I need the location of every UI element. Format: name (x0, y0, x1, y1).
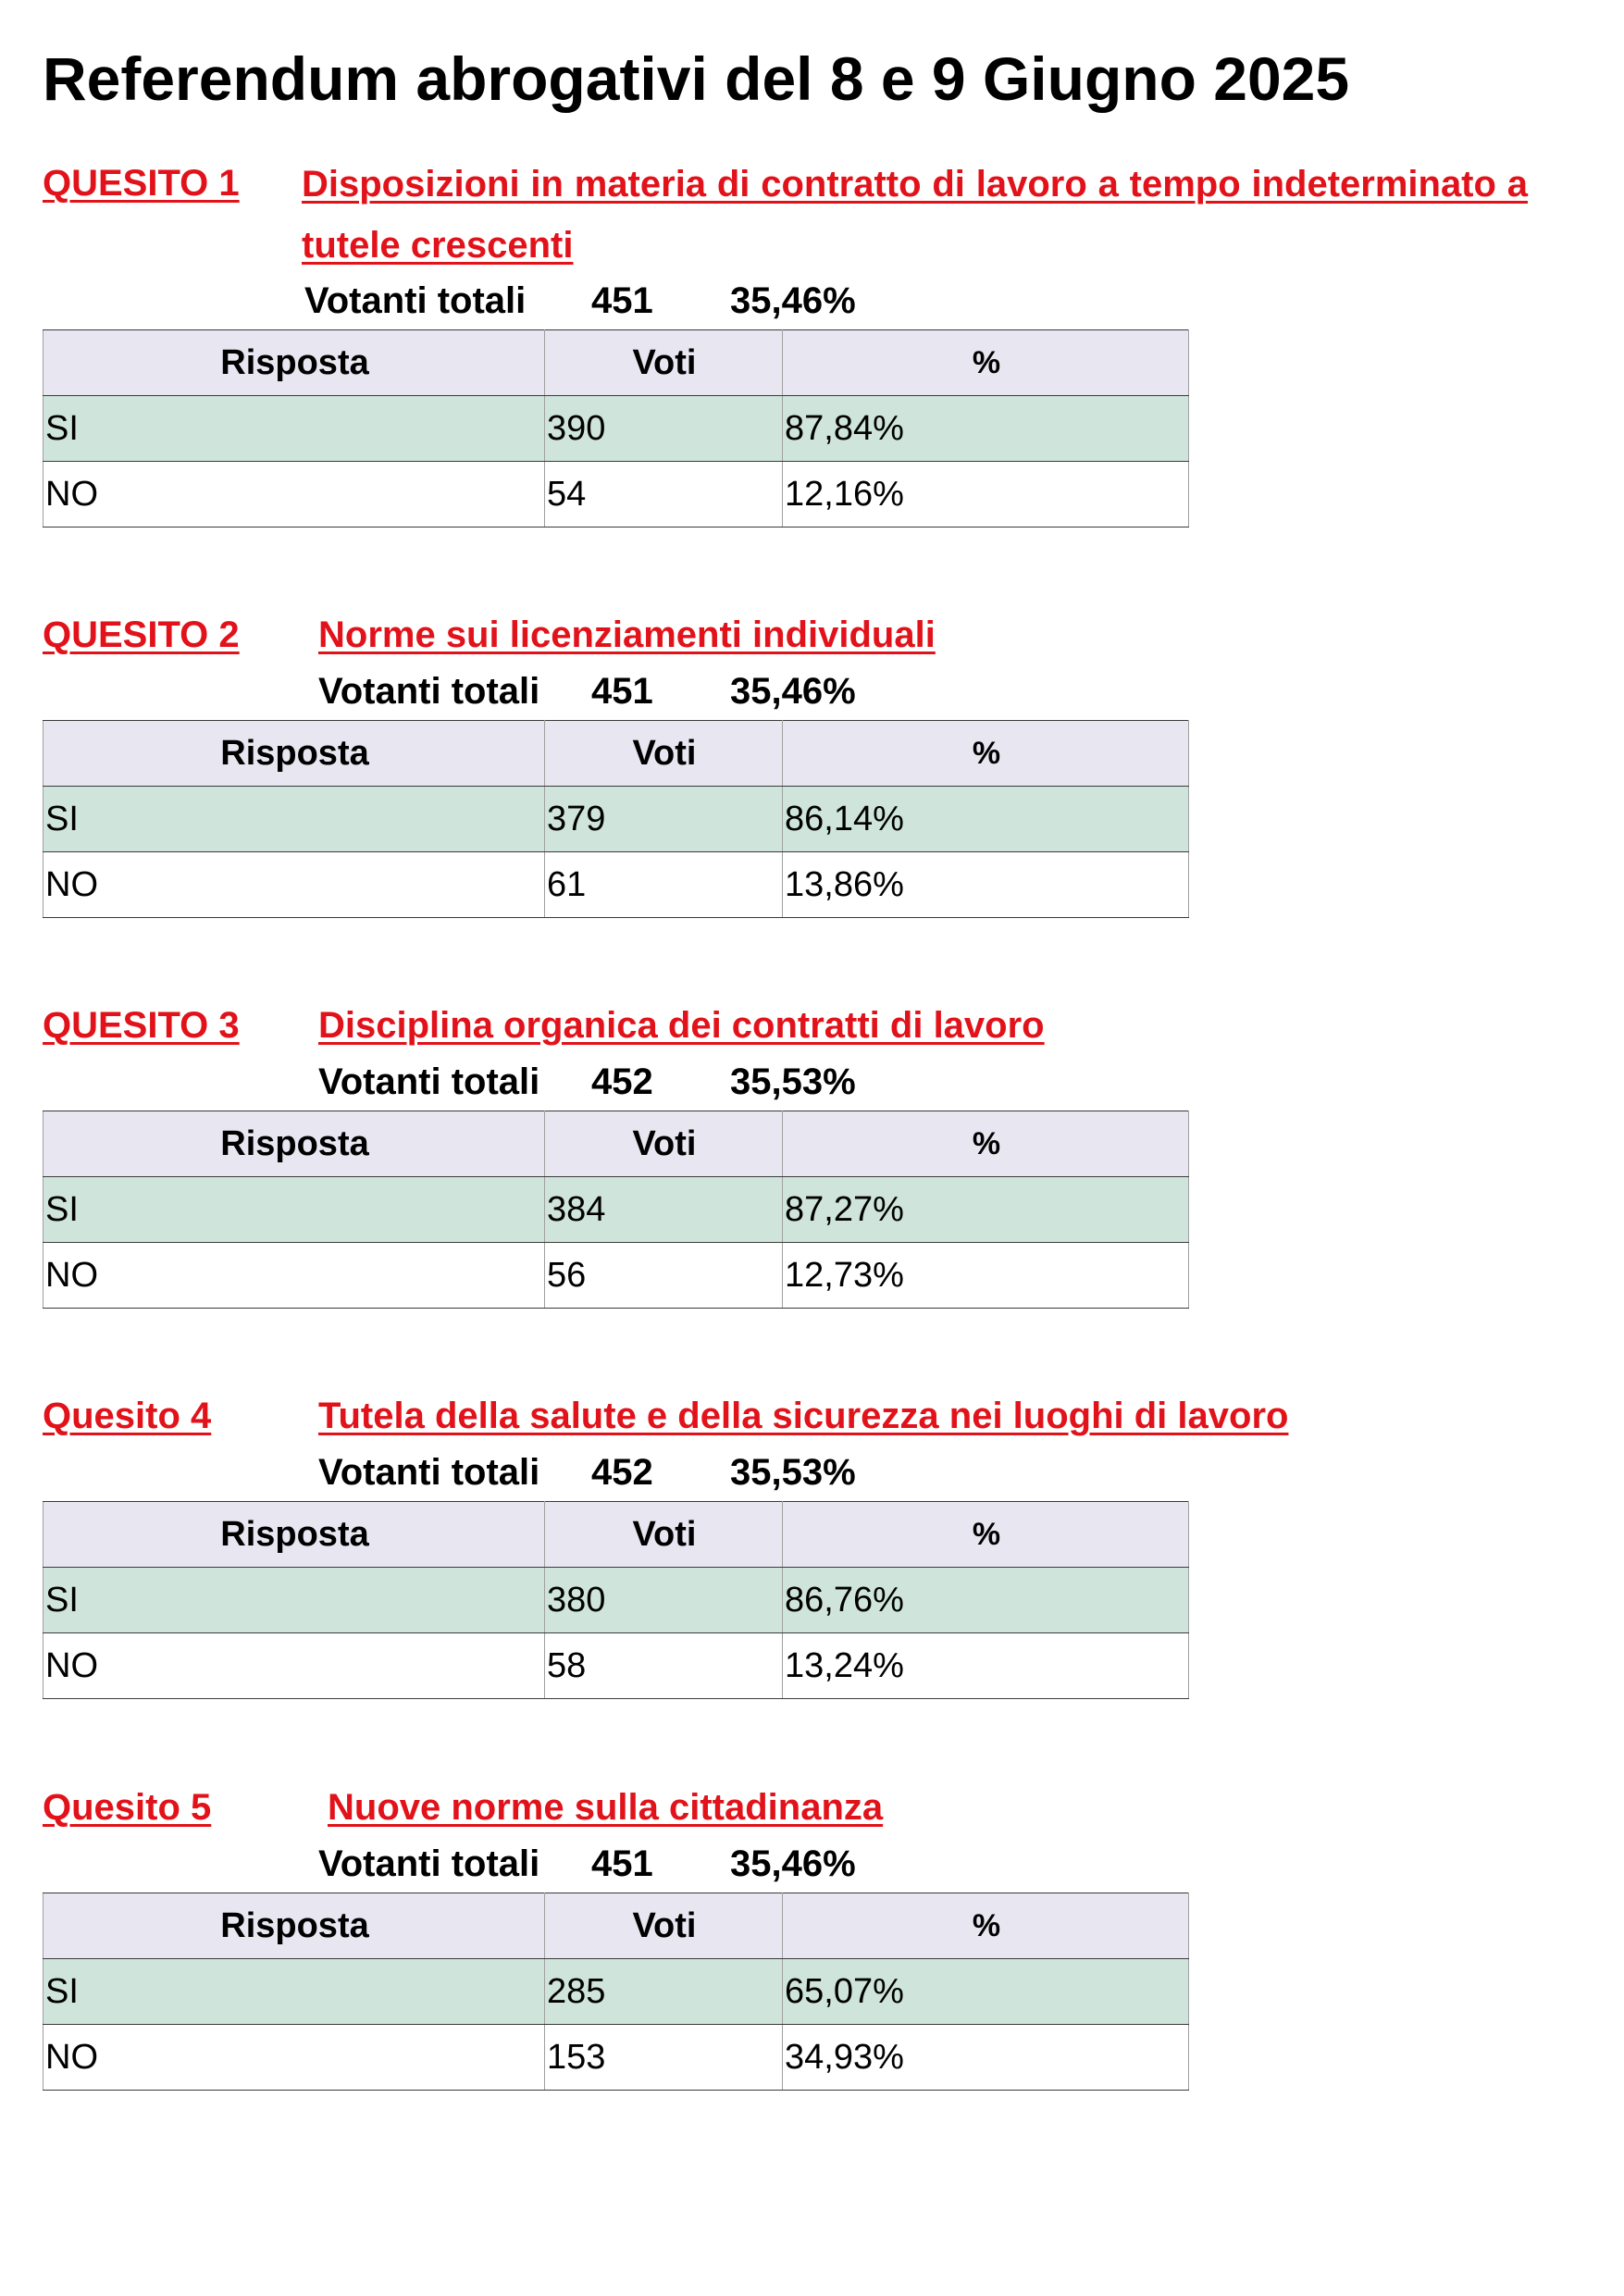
totals-votanti: 451 (591, 671, 653, 712)
header-percent: % (783, 1893, 1189, 1959)
quesito-3-label: QUESITO 3 (43, 1005, 240, 1046)
cell-risposta: SI (43, 396, 545, 462)
quesito-1-totals (43, 272, 1523, 329)
cell-percent: 13,86% (783, 852, 1189, 918)
totals-votanti: 451 (591, 1843, 653, 1884)
header-percent: % (783, 1111, 1189, 1177)
quesito-2-results-table (43, 720, 1189, 918)
quesito-3-heading (43, 996, 1523, 1053)
header-voti: Voti (545, 721, 783, 787)
cell-percent: 86,14% (783, 787, 1189, 852)
table-row-no (43, 852, 1189, 918)
table-row-no (43, 1243, 1189, 1309)
totals-label: Votanti totali (318, 1843, 540, 1884)
quesito-3-results-table (43, 1111, 1189, 1309)
quesito-2-section (43, 605, 1523, 918)
cell-risposta: NO (43, 852, 545, 918)
cell-percent: 13,24% (783, 1633, 1189, 1699)
header-voti: Voti (545, 1893, 783, 1959)
cell-voti: 285 (545, 1959, 783, 2025)
header-voti: Voti (545, 1502, 783, 1568)
cell-percent: 87,84% (783, 396, 1189, 462)
totals-affluenza: 35,46% (730, 280, 856, 321)
cell-voti: 390 (545, 396, 783, 462)
table-row-si (43, 1959, 1189, 2025)
cell-voti: 61 (545, 852, 783, 918)
header-voti: Voti (545, 330, 783, 396)
quesito-5-results-table (43, 1893, 1189, 2091)
quesito-2-heading (43, 605, 1523, 663)
quesito-2-title: Norme sui licenziamenti individuali (318, 614, 936, 655)
quesito-3-section (43, 996, 1523, 1309)
header-percent: % (783, 330, 1189, 396)
page-title: Referendum abrogativi del 8 e 9 Giugno 2025 (43, 44, 1350, 113)
quesito-4-results-table (43, 1501, 1189, 1699)
header-risposta: Risposta (43, 330, 545, 396)
cell-percent: 86,76% (783, 1568, 1189, 1633)
quesito-3-totals (43, 1053, 1523, 1111)
cell-risposta: SI (43, 1177, 545, 1243)
cell-risposta: NO (43, 462, 545, 527)
totals-votanti: 451 (591, 280, 653, 321)
cell-percent: 65,07% (783, 1959, 1189, 2025)
cell-risposta: SI (43, 787, 545, 852)
totals-affluenza: 35,53% (730, 1061, 856, 1102)
quesito-5-section (43, 1778, 1523, 2091)
totals-label: Votanti totali (318, 1452, 540, 1493)
quesito-4-section (43, 1386, 1523, 1699)
quesito-1-heading (43, 154, 1528, 272)
table-header-row (43, 1111, 1189, 1177)
totals-affluenza: 35,46% (730, 1843, 856, 1884)
table-header-row (43, 1502, 1189, 1568)
quesito-5-heading (43, 1778, 1523, 1835)
quesito-4-totals (43, 1444, 1523, 1501)
header-percent: % (783, 721, 1189, 787)
totals-votanti: 452 (591, 1061, 653, 1102)
totals-votanti: 452 (591, 1452, 653, 1493)
table-row-si (43, 1177, 1189, 1243)
header-voti: Voti (545, 1111, 783, 1177)
quesito-4-heading (43, 1386, 1523, 1444)
header-risposta: Risposta (43, 1111, 545, 1177)
quesito-5-totals (43, 1835, 1523, 1893)
header-risposta: Risposta (43, 721, 545, 787)
cell-risposta: NO (43, 2025, 545, 2091)
table-header-row (43, 721, 1189, 787)
table-row-no (43, 1633, 1189, 1699)
header-risposta: Risposta (43, 1502, 545, 1568)
header-percent: % (783, 1502, 1189, 1568)
cell-voti: 379 (545, 787, 783, 852)
cell-voti: 384 (545, 1177, 783, 1243)
cell-voti: 54 (545, 462, 783, 527)
quesito-5-label: Quesito 5 (43, 1787, 212, 1828)
quesito-4-label: Quesito 4 (43, 1396, 212, 1436)
cell-risposta: NO (43, 1633, 545, 1699)
quesito-1-title: Disposizioni in materia di contratto di lavoro a tempo indeterminato a tutele crescenti (302, 164, 1528, 266)
table-row-si (43, 396, 1189, 462)
quesito-2-totals (43, 663, 1523, 720)
table-header-row (43, 1893, 1189, 1959)
quesito-1-section (43, 154, 1528, 527)
totals-affluenza: 35,53% (730, 1452, 856, 1493)
totals-label: Votanti totali (304, 280, 527, 321)
header-risposta: Risposta (43, 1893, 545, 1959)
quesito-5-title: Nuove norme sulla cittadinanza (328, 1787, 884, 1828)
table-row-no (43, 462, 1189, 527)
cell-risposta: NO (43, 1243, 545, 1309)
cell-voti: 380 (545, 1568, 783, 1633)
cell-risposta: SI (43, 1959, 545, 2025)
cell-percent: 12,16% (783, 462, 1189, 527)
table-row-si (43, 787, 1189, 852)
cell-percent: 12,73% (783, 1243, 1189, 1309)
quesito-2-label: QUESITO 2 (43, 614, 240, 655)
quesito-1-label: QUESITO 1 (43, 163, 240, 204)
quesito-3-title: Disciplina organica dei contratti di lavoro (318, 1005, 1045, 1046)
totals-affluenza: 35,46% (730, 671, 856, 712)
cell-voti: 56 (545, 1243, 783, 1309)
cell-percent: 87,27% (783, 1177, 1189, 1243)
cell-percent: 34,93% (783, 2025, 1189, 2091)
quesito-1-results-table (43, 329, 1189, 527)
cell-voti: 58 (545, 1633, 783, 1699)
totals-label: Votanti totali (318, 1061, 540, 1102)
cell-risposta: SI (43, 1568, 545, 1633)
cell-voti: 153 (545, 2025, 783, 2091)
table-row-no (43, 2025, 1189, 2091)
table-header-row (43, 330, 1189, 396)
totals-label: Votanti totali (318, 671, 540, 712)
quesito-4-title: Tutela della salute e della sicurezza nei luoghi di lavoro (318, 1396, 1289, 1436)
table-row-si (43, 1568, 1189, 1633)
